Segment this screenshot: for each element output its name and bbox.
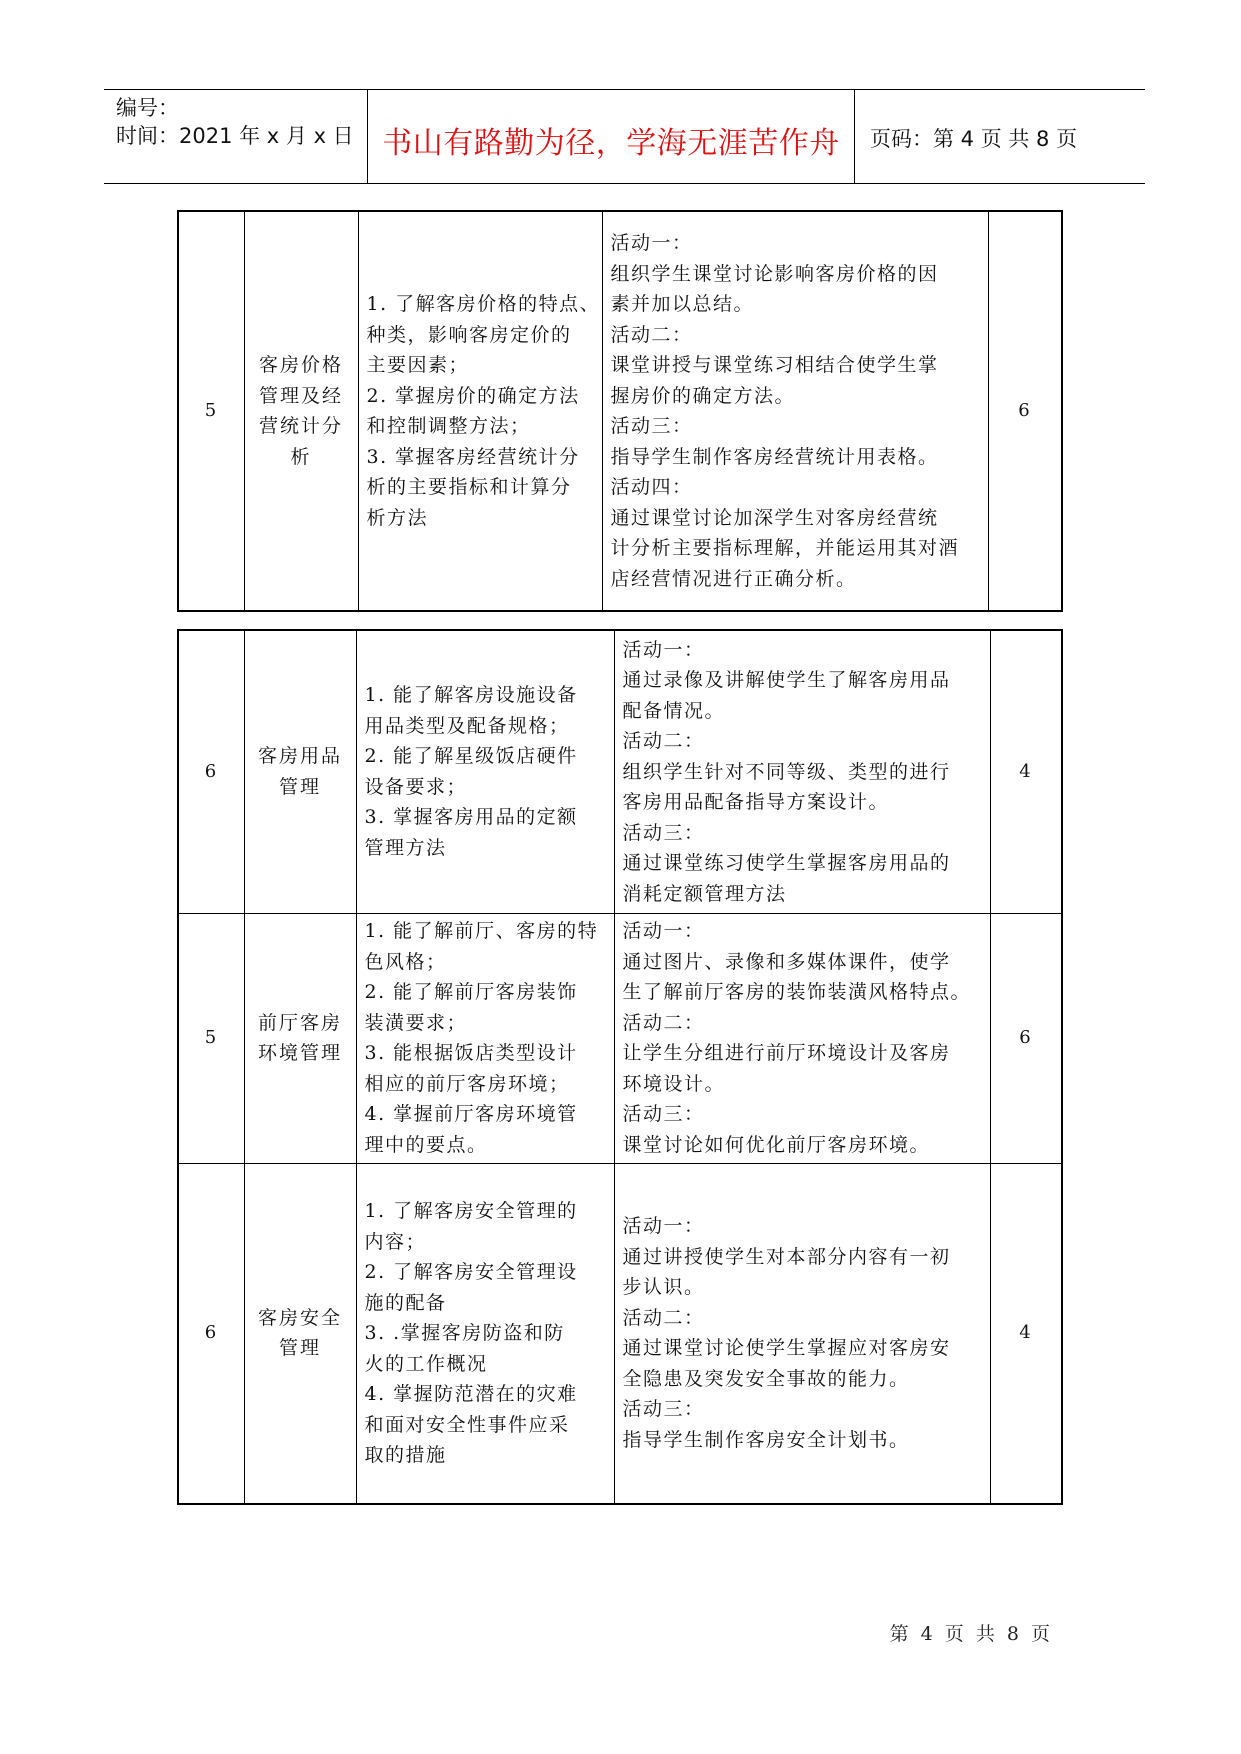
activities-cell-line: 组织学生针对不同等级、类型的进行 [622,760,951,783]
learning-goals-cell-line: 和控制调整方法； [366,415,531,437]
hours-cell: 6 [990,913,1062,1163]
activities-cell [614,913,990,1163]
learning-goals-cell-line: 3. 掌握客房用品的定额 [364,806,578,829]
module-name-cell [244,630,356,913]
hours-cell: 4 [990,1163,1062,1504]
activities-cell-line: 通过录像及讲解使学生了解客房用品 [622,669,951,691]
document-number-label: 编号： [116,96,179,120]
activities-cell-line: 活动一： [622,920,705,942]
module-name-cell-line: 前厅客房 [257,1011,342,1034]
table-row [178,913,1062,1163]
activities-cell-line: 活动一： [610,232,693,254]
learning-goals-cell-line: 设备要求； [364,775,468,798]
learning-goals-cell [358,211,602,611]
activities-cell-line: 全隐患及突发安全事故的能力。 [622,1367,910,1390]
learning-goals-cell-line: 理中的要点。 [364,1133,488,1156]
activities-cell-line: 组织学生课堂讨论影响客房价格的因 [610,262,939,285]
learning-goals-cell-line: 析方法 [366,506,429,529]
activities-cell-line: 生了解前厅客房的装饰装潢风格特点。 [622,981,972,1003]
module-name-cell [244,913,356,1163]
learning-goals-cell-line: 4. 掌握防范潜在的灾难 [364,1383,578,1405]
activities-cell-line: 活动二： [622,730,705,752]
learning-goals-cell-line: 主要因素； [366,354,470,376]
header-meta [116,94,354,150]
learning-goals-cell-line: 1. 能了解前厅、客房的特 [364,920,599,942]
activities-cell [602,211,988,611]
module-name-cell-line: 析 [290,445,312,468]
learning-goals-cell-line: 1. 了解客房安全管理的 [364,1200,578,1222]
activities-cell-line: 指导学生制作客房经营统计用表格。 [610,445,939,468]
activities-cell-line: 课堂讲授与课堂练习相结合使学生掌 [610,354,939,376]
activities-cell-line: 活动二： [622,1306,705,1329]
document-date: 时间：2021 年 x 月 x 日 [116,124,354,148]
activities-cell [614,1163,990,1504]
learning-goals-cell-line: 1. 能了解客房设施设备 [364,684,578,707]
activities-cell-line: 店经营情况进行正确分析。 [610,567,857,590]
activities-cell-line: 指导学生制作客房安全计划书。 [622,1428,910,1451]
activities-cell-line: 活动二： [622,1011,705,1034]
activities-cell-line: 握房价的确定方法。 [610,384,796,407]
learning-goals-cell-line: 4. 掌握前厅客房环境管 [364,1103,578,1125]
activities-cell-line: 通过课堂讨论使学生掌握应对客房安 [622,1337,951,1360]
learning-goals-cell-line: 装潢要求； [364,1011,468,1034]
hours-cell: 4 [990,630,1062,913]
learning-goals-cell-line: 施的配备 [364,1291,447,1314]
hours-cell: 6 [988,211,1062,611]
learning-goals-cell-line: 管理方法 [364,836,447,859]
activities-cell-line: 计分析主要指标理解，并能运用其对酒 [610,537,960,559]
activities-cell-line: 环境设计。 [622,1072,726,1095]
activities-cell-line: 配备情况。 [622,699,726,722]
learning-goals-cell-line: 和面对安全性事件应采 [364,1413,570,1436]
learning-goals-cell-line: 取的措施 [364,1444,447,1466]
activities-cell-line: 课堂讨论如何优化前厅客房环境。 [622,1133,931,1156]
learning-goals-cell-line: 析的主要指标和计算分 [366,476,572,498]
header-motto: 书山有路勤为径，学海无涯苦作舟 [382,126,840,161]
learning-goals-cell [356,1163,614,1504]
activities-cell-line: 活动一： [622,1215,705,1238]
module-name-cell-line: 客房安全 [257,1306,342,1329]
activities-cell [614,630,990,913]
activities-cell-line: 活动三： [622,1103,705,1125]
module-name-cell-line: 客房用品 [257,745,342,768]
module-name-cell-line: 管理 [278,1337,321,1360]
syllabus-table-1 [177,210,1063,612]
activities-cell-line: 让学生分组进行前厅环境设计及客房 [622,1042,951,1064]
activities-cell-line: 通过讲授使学生对本部分内容有一初 [622,1245,951,1268]
learning-goals-cell-line: 种类，影响客房定价的 [366,323,572,346]
chapter-number-cell: 6 [178,630,244,913]
learning-goals-cell-line: 内容； [364,1230,427,1253]
learning-goals-cell-line: 火的工作概况 [364,1352,488,1375]
learning-goals-cell-line: 2. 能了解前厅客房装饰 [364,981,578,1003]
activities-cell-line: 活动四： [610,476,693,498]
activities-cell-line: 通过图片、录像和多媒体课件，使学 [622,950,951,973]
chapter-number-cell: 5 [178,913,244,1163]
table-row [178,1163,1062,1504]
activities-cell-line: 步认识。 [622,1276,705,1299]
document-header [104,89,1145,184]
learning-goals-cell-line: 相应的前厅客房环境； [364,1072,570,1095]
header-page-number: 页码：第 4 页 共 8 页 [870,127,1078,151]
chapter-number-cell: 6 [178,1163,244,1504]
module-name-cell [244,211,358,611]
learning-goals-cell-line: 2. 掌握房价的确定方法 [366,384,580,407]
learning-goals-cell-line: 色风格； [364,950,447,973]
table-row [178,630,1062,913]
module-name-cell-line: 营统计分 [258,415,343,437]
learning-goals-cell [356,630,614,913]
activities-cell-line: 活动三： [622,1398,705,1421]
learning-goals-cell-line: 3. 能根据饭店类型设计 [364,1042,578,1064]
activities-cell-line: 客房用品配备指导方案设计。 [622,791,890,813]
learning-goals-cell-line: 3. .掌握客房防盗和防 [364,1322,565,1344]
activities-cell-line: 活动一： [622,638,705,661]
module-name-cell-line: 管理及经 [258,384,343,407]
chapter-number-cell: 5 [178,211,244,611]
header-divider [854,90,855,183]
syllabus-table-2 [177,629,1063,1505]
learning-goals-cell-line: 用品类型及配备规格； [364,714,570,737]
module-name-cell-line: 客房价格 [258,354,343,376]
module-name-cell-line: 环境管理 [257,1042,342,1064]
footer-page-number: 第 4 页 共 8 页 [889,1623,1053,1645]
module-name-cell [244,1163,356,1504]
learning-goals-cell-line: 1. 了解客房价格的特点、 [366,293,601,315]
activities-cell-line: 消耗定额管理方法 [622,882,787,905]
activities-cell-line: 通过课堂练习使学生掌握客房用品的 [622,852,951,874]
learning-goals-cell-line: 2. 能了解星级饭店硬件 [364,745,578,768]
activities-cell-line: 活动二： [610,323,693,346]
learning-goals-cell [356,913,614,1163]
module-name-cell-line: 管理 [278,775,321,798]
learning-goals-cell-line: 2. 了解客房安全管理设 [364,1261,578,1283]
activities-cell-line: 通过课堂讨论加深学生对客房经营统 [610,506,939,529]
activities-cell-line: 活动三： [610,415,693,437]
activities-cell-line: 活动三： [622,821,705,844]
learning-goals-cell-line: 3. 掌握客房经营统计分 [366,445,580,468]
activities-cell-line: 素并加以总结。 [610,293,755,315]
table-row [178,211,1062,611]
